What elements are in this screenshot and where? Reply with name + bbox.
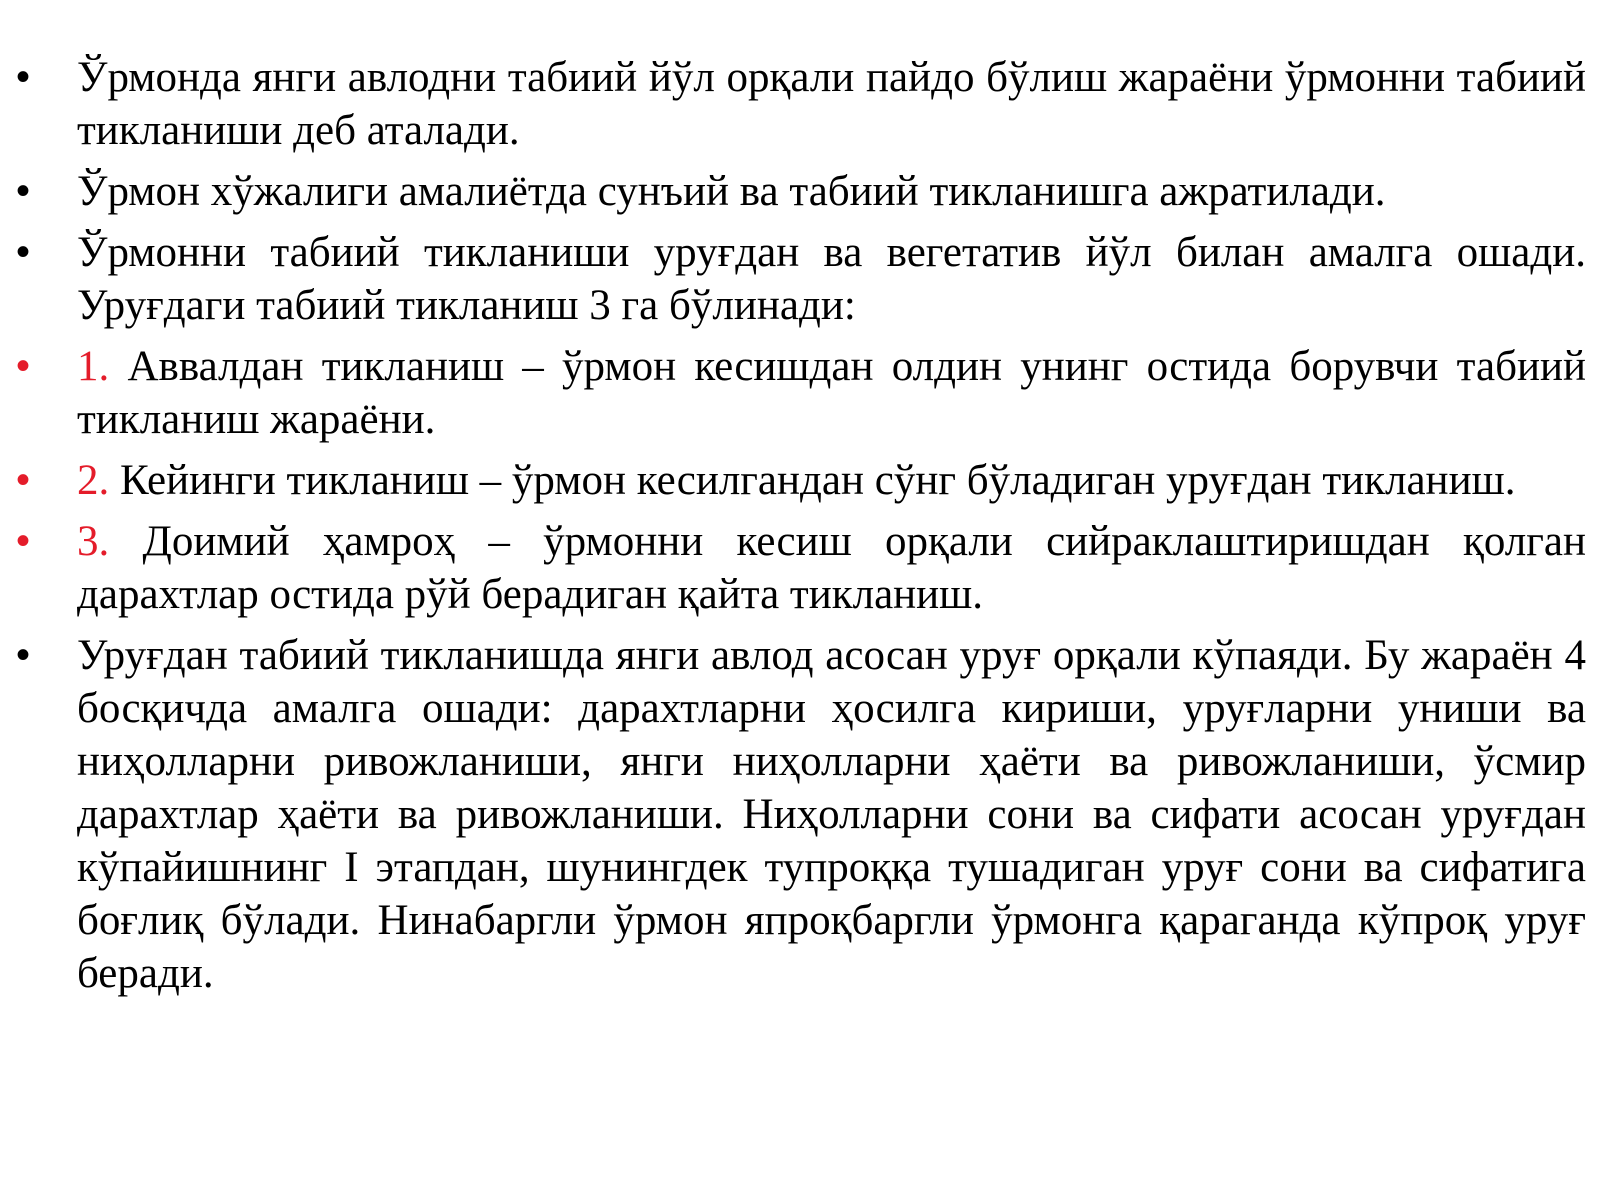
bullet-text: Уруғдан табиий тикланишда янги авлод асосан уруғ орқали кўпаяди. Бу жараён 4 босқичда амалга ошади: дарахтларни ҳосилга кириши, уруғларни униши ва ниҳолларни ривожланиши, янги ниҳолларни ҳаёти ва ривожланиши, ўсмир дарахтлар ҳаёти ва ривожланиши. Ниҳолларни сони ва сифати асосан уруғдан кўпайишнинг I этапдан, шунингдек тупроққа тушадиган уруғ сони ва сифатига боғлиқ бўлади. Нинабаргли ўрмон япроқбаргли ўрмонга қараганда кўпроқ уруғ беради. [77, 632, 1586, 997]
item-number: 2. [77, 457, 120, 504]
red-bullet-dot-icon: • [16, 519, 31, 563]
bullet-item-natural-regeneration-definition [0, 51, 1600, 157]
bullet-dot-icon: • [16, 230, 31, 274]
red-bullet-dot-icon: • [16, 344, 31, 388]
bullet-text: Ўрмон хўжалиги амалиётда сунъий ва табиий тикланишга ажратилади. [77, 168, 1386, 215]
bullet-item-seed-regeneration-stages [0, 629, 1600, 1000]
red-bullet-dot-icon: • [16, 458, 31, 502]
bullet-dot-icon: • [16, 169, 31, 213]
bullet-item-regeneration-types [0, 226, 1600, 332]
bullet-dot-icon: • [16, 633, 31, 677]
bullet-item-numbered-1 [0, 340, 1600, 446]
bullet-item-numbered-3 [0, 515, 1600, 621]
bullet-text: Ўрмонда янги авлодни табиий йўл орқали пайдо бўлиш жараёни ўрмонни табиий тикланиши деб аталади. [77, 54, 1586, 154]
item-number: 1. [77, 343, 128, 390]
bullet-item-numbered-2 [0, 454, 1600, 507]
bullet-dot-icon: • [16, 55, 31, 99]
bullet-text: Ўрмонни табиий тикланиши уруғдан ва вегетатив йўл билан амалга ошади. Уруғдаги табиий тикланиш 3 га бўлинади: [77, 229, 1586, 329]
item-number: 3. [77, 518, 143, 565]
bullet-list [0, 51, 1600, 1008]
bullet-text: Доимий ҳамроҳ – ўрмонни кесиш орқали сийраклаштиришдан қолган дарахтлар остида рўй берадиган қайта тикланиш. [77, 518, 1586, 618]
bullet-item-forestry-practice [0, 165, 1600, 218]
bullet-text: Аввалдан тикланиш – ўрмон кесишдан олдин унинг остида борувчи табиий тикланиш жараёни. [77, 343, 1586, 443]
bullet-text: Кейинги тикланиш – ўрмон кесилгандан сўнг бўладиган уруғдан тикланиш. [120, 457, 1516, 504]
